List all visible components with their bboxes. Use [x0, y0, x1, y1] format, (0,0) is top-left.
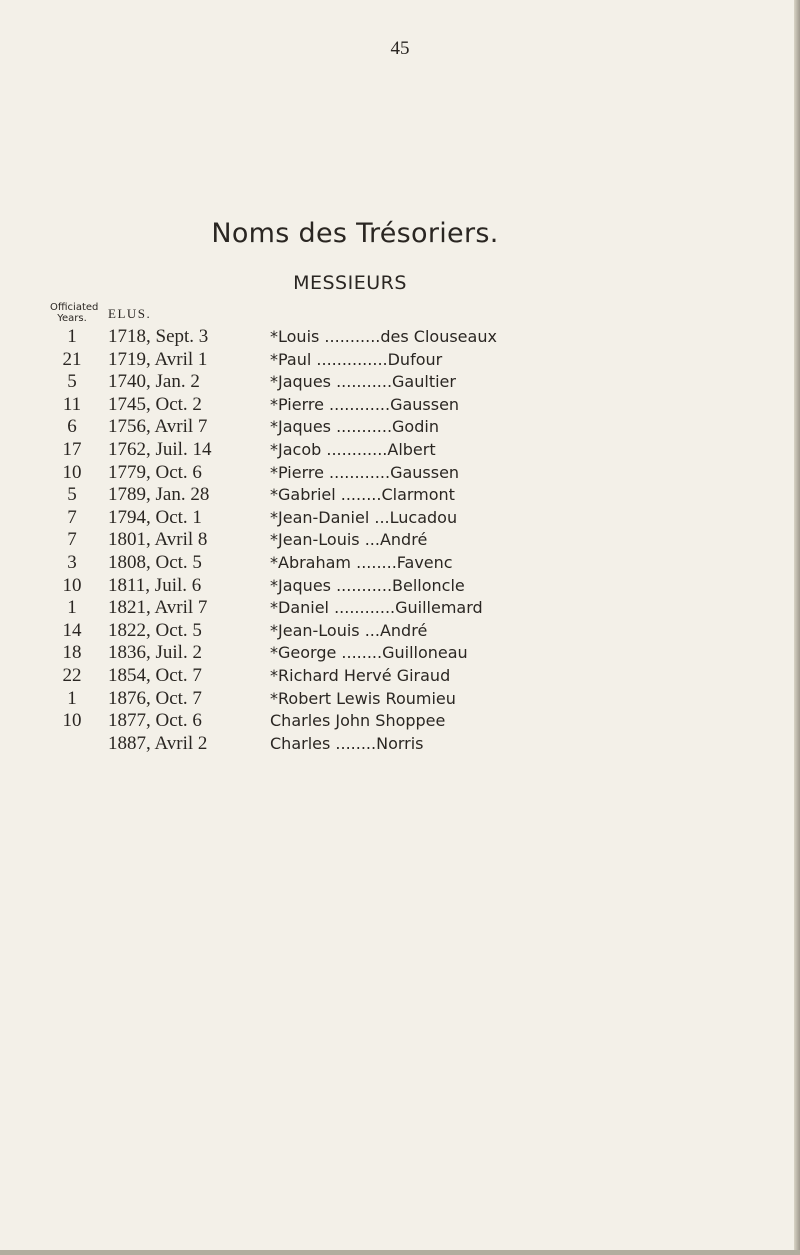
table-row	[0, 597, 800, 620]
years-cell: 5	[67, 371, 77, 393]
years-cell: 6	[67, 416, 77, 438]
years-cell: 18	[62, 642, 82, 664]
date-cell: 1876, Oct. 7	[108, 687, 202, 709]
name-cell: *Jaques ...........Belloncle	[270, 575, 465, 595]
treasurer-list	[0, 326, 800, 755]
date-cell: 1794, Oct. 1	[108, 506, 202, 528]
date-cell: 1822, Oct. 5	[108, 619, 202, 641]
years-cell: 10	[62, 574, 82, 596]
table-row	[0, 416, 800, 439]
officiated-label: Officiated	[50, 302, 99, 313]
table-row	[0, 394, 800, 417]
table-row	[0, 326, 800, 349]
date-cell: 1762, Juil. 14	[108, 438, 212, 460]
date-cell: 1821, Avril 7	[108, 597, 208, 619]
date-cell: 1836, Juil. 2	[108, 642, 202, 664]
years-cell: 1	[67, 597, 77, 619]
date-cell: 1789, Jan. 28	[108, 484, 210, 506]
date-cell: 1740, Jan. 2	[108, 371, 200, 393]
table-row	[0, 575, 800, 598]
name-cell: *Jaques ...........Godin	[270, 417, 439, 437]
date-cell: 1887, Avril 2	[108, 732, 208, 754]
table-row	[0, 733, 800, 756]
name-cell: *Louis ...........des Clouseaux	[270, 327, 497, 346]
years-cell: 14	[62, 619, 82, 641]
name-cell: *Gabriel ........Clarmont	[270, 485, 455, 505]
date-cell: 1854, Oct. 7	[108, 664, 202, 686]
name-cell: Charles ........Norris	[270, 733, 424, 753]
years-cell: 10	[62, 461, 82, 483]
years-cell: 1	[67, 326, 77, 347]
table-row	[0, 439, 800, 462]
name-cell: *Robert Lewis Roumieu	[270, 688, 456, 708]
years-cell: 10	[62, 710, 82, 732]
years-cell: 3	[67, 551, 77, 573]
subtitle: MESSIEURS	[293, 272, 407, 294]
table-row	[0, 349, 800, 372]
date-cell: 1745, Oct. 2	[108, 393, 202, 415]
table-row	[0, 688, 800, 711]
table-row	[0, 620, 800, 643]
officiated-years-header	[50, 302, 99, 324]
years-cell: 17	[62, 438, 82, 460]
name-cell: Charles John Shoppee	[270, 711, 446, 731]
name-cell: *Daniel ............Guillemard	[270, 598, 483, 618]
date-cell: 1718, Sept. 3	[108, 326, 209, 347]
date-cell: 1801, Avril 8	[108, 529, 208, 551]
name-cell: *Jaques ...........Gaultier	[270, 372, 456, 392]
name-cell: *Pierre ............Gaussen	[270, 462, 460, 482]
date-cell: 1779, Oct. 6	[108, 461, 202, 483]
years-cell: 1	[67, 687, 77, 709]
page-title: Noms des Trésoriers.	[211, 218, 499, 249]
page-edge	[794, 0, 800, 1255]
years-label: Years.	[57, 313, 87, 324]
name-cell: *Jean-Daniel ...Lucadou	[270, 507, 458, 527]
date-cell: 1719, Avril 1	[108, 348, 208, 370]
page-number: 45	[390, 38, 410, 59]
date-cell: 1756, Avril 7	[108, 416, 208, 438]
name-cell: *Jean-Louis ...André	[270, 620, 428, 640]
date-cell: 1808, Oct. 5	[108, 551, 202, 573]
name-cell: *Richard Hervé Giraud	[270, 665, 451, 685]
page-edge-bottom	[0, 1250, 800, 1255]
table-row	[0, 552, 800, 575]
years-cell: 7	[67, 506, 77, 528]
table-row	[0, 529, 800, 552]
table-row	[0, 710, 800, 733]
table-row	[0, 507, 800, 530]
elected-header: ELUS.	[108, 306, 152, 321]
name-cell: *Paul ..............Dufour	[270, 349, 443, 369]
date-cell: 1811, Juil. 6	[108, 574, 202, 596]
table-row	[0, 642, 800, 665]
years-cell: 7	[67, 529, 77, 551]
name-cell: *Jean-Louis ...André	[270, 530, 428, 550]
years-cell: 22	[62, 664, 82, 686]
table-row	[0, 665, 800, 688]
name-cell: *Jacob ............Albert	[270, 439, 436, 459]
name-cell: *George ........Guilloneau	[270, 643, 468, 663]
years-cell: 5	[67, 484, 77, 506]
table-row	[0, 484, 800, 507]
name-cell: *Abraham ........Favenc	[270, 552, 453, 572]
table-row	[0, 371, 800, 394]
years-cell: 21	[62, 348, 82, 370]
years-cell: 11	[62, 393, 82, 415]
name-cell: *Pierre ............Gaussen	[270, 394, 460, 414]
table-row	[0, 462, 800, 485]
date-cell: 1877, Oct. 6	[108, 710, 202, 732]
